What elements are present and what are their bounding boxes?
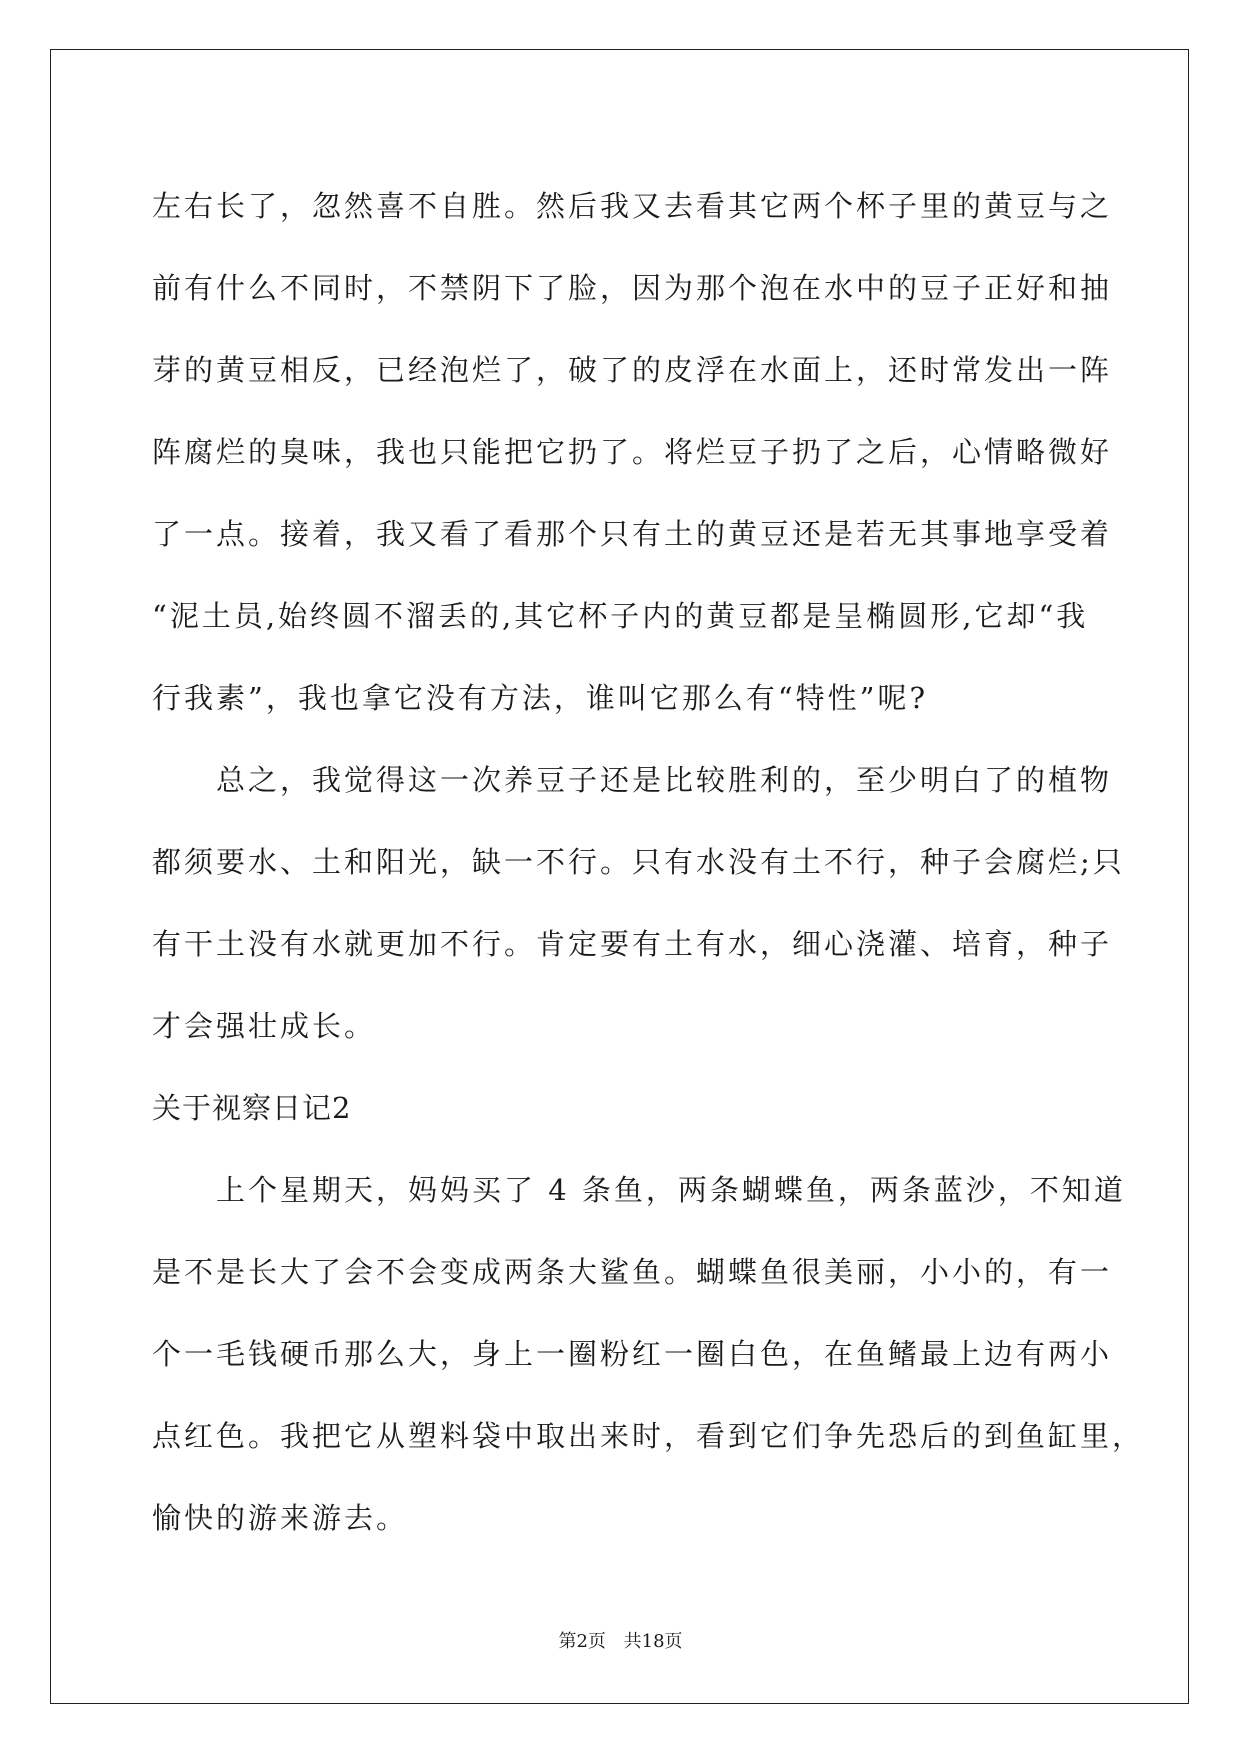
section-title: 关于视察日记2	[152, 1091, 352, 1125]
text-line: “泥土员,始终圆不溜丢的,其它杯子内的黄豆都是呈椭圆形,它却“我	[152, 599, 1089, 633]
page-footer	[0, 1627, 1241, 1653]
text-line: 愉快的游来游去。	[152, 1501, 409, 1535]
text-line: 都须要水、土和阳光，缺一不行。只有水没有土不行，种子会腐烂;只	[152, 845, 1125, 879]
paragraph-conclusion	[152, 739, 1125, 1067]
text-line: 个一毛钱硬币那么大，身上一圈粉红一圈白色，在鱼鳍最上边有两小	[152, 1337, 1113, 1371]
text-line: 前有什么不同时，不禁阴下了脸，因为那个泡在水中的豆子正好和抽	[152, 271, 1113, 305]
text-line: 芽的黄豆相反，已经泡烂了，破了的皮浮在水面上，还时常发出一阵	[152, 353, 1113, 387]
text-line: 上个星期天，妈妈买了 4 条鱼，两条蝴蝶鱼，两条蓝沙，不知道	[216, 1173, 1126, 1207]
text-line: 总之，我觉得这一次养豆子还是比较胜利的，至少明白了的植物	[216, 763, 1113, 797]
text-line: 点红色。我把它从塑料袋中取出来时，看到它们争先恐后的到鱼缸里，	[152, 1419, 1145, 1453]
paragraph-continued	[152, 165, 1113, 739]
text-line: 是不是长大了会不会变成两条大鲨鱼。蝴蝶鱼很美丽，小小的，有一	[152, 1255, 1113, 1289]
text-line: 左右长了，忽然喜不自胜。然后我又去看其它两个杯子里的黄豆与之	[152, 189, 1113, 223]
paragraph-fish	[152, 1149, 1145, 1559]
section-heading	[152, 1067, 1097, 1149]
document-body	[152, 165, 1145, 1559]
page-number: 第2页	[558, 1631, 606, 1652]
text-line: 阵腐烂的臭味，我也只能把它扔了。将烂豆子扔了之后，心情略微好	[152, 435, 1113, 469]
text-line: 行我素”，我也拿它没有方法，谁叫它那么有“特性”呢?	[152, 681, 929, 715]
text-line: 了一点。接着，我又看了看那个只有土的黄豆还是若无其事地享受着	[152, 517, 1113, 551]
text-line: 才会强壮成长。	[152, 1009, 377, 1043]
text-line: 有干土没有水就更加不行。肯定要有土有水，细心浇灌、培育，种子	[152, 927, 1113, 961]
page-total: 共18页	[623, 1631, 683, 1652]
